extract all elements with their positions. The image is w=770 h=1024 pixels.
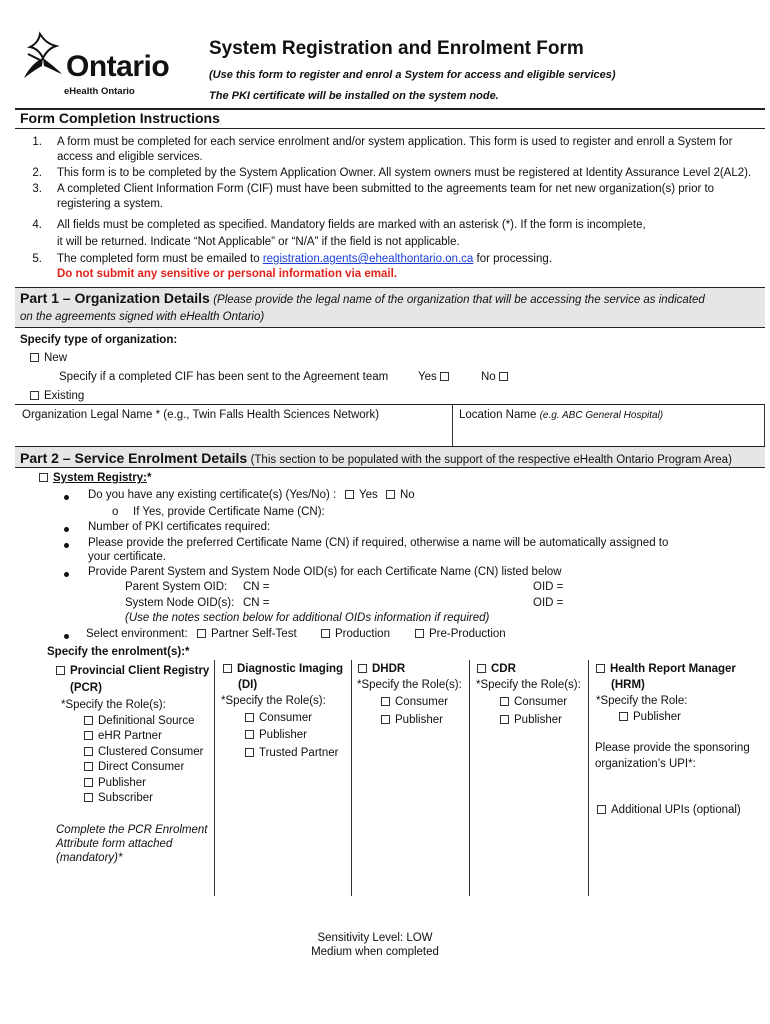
checkbox[interactable] (84, 762, 93, 771)
checkbox[interactable] (619, 712, 628, 721)
pcr-note: Attribute form attached (56, 838, 173, 850)
email-suffix: for processing. (473, 253, 552, 265)
location-name-field[interactable] (459, 409, 663, 421)
part1-note-continued: on the agreements signed with eHealth Ontario) (20, 311, 265, 323)
existing-label: Existing (44, 390, 85, 402)
cif-yes[interactable] (418, 371, 454, 383)
checkbox[interactable] (197, 629, 206, 638)
bullet (64, 543, 69, 548)
parent-oid-label: Parent System OID: (125, 581, 228, 593)
checkbox[interactable] (358, 664, 367, 673)
hrm-roles-label: *Specify the Role: (596, 695, 688, 707)
column-divider (351, 660, 352, 896)
pcr-role[interactable] (84, 715, 195, 727)
checkbox[interactable] (56, 666, 65, 675)
environment-label: Select environment: (86, 628, 188, 640)
checkbox[interactable] (30, 391, 39, 400)
system-registry-label: System Registry: (53, 472, 147, 484)
existing-cert-question: Do you have any existing certificate(s) (Yes/No) : (88, 489, 337, 501)
column-divider (588, 660, 589, 896)
bullet (64, 527, 69, 532)
list-item: This form is to be completed by the System Application Owner. All system owners must be registered at Identity Assurance Level 2(AL2). (57, 167, 752, 179)
role-label: Publisher (259, 729, 307, 741)
pcr-option[interactable] (56, 665, 209, 677)
parent-cn-field[interactable]: CN = (243, 581, 270, 593)
checkbox[interactable] (84, 778, 93, 787)
no-label: No (481, 371, 496, 383)
pcr-role[interactable] (84, 746, 203, 758)
di-roles-label: *Specify the Role(s): (221, 695, 326, 707)
list-item-continued: it will be returned. Indicate “Not Applicable” or “N/A” if the field is not applicable. (57, 236, 460, 248)
dhdr-option[interactable] (358, 663, 405, 675)
checkbox[interactable] (499, 372, 508, 381)
email-prefix: The completed form must be emailed to (57, 253, 263, 265)
hrm-upi-question: Please provide the sponsoring (595, 742, 750, 754)
hrm-title: Health Report Manager (610, 663, 736, 675)
list-number: 3. (32, 183, 42, 195)
bullet (64, 634, 69, 639)
checkbox[interactable] (477, 664, 486, 673)
dhdr-title: DHDR (372, 663, 406, 675)
node-oid-label: System Node OID(s): (125, 597, 235, 609)
org-type-new[interactable] (30, 352, 67, 364)
role-label: Consumer (259, 712, 313, 724)
hrm-upi-field[interactable]: organization’s UPI*: (595, 758, 696, 770)
role-label: Trusted Partner (259, 747, 339, 759)
parent-oid-field[interactable]: OID = (533, 581, 564, 593)
sensitivity-level: Sensitivity Level: LOW (317, 932, 433, 944)
divider (15, 404, 765, 405)
form-pki-note: The PKI certificate will be installed on the system node. (209, 90, 499, 102)
pcr-note: Complete the PCR Enrolment (56, 824, 208, 836)
list-item: All fields must be completed as specified. Mandatory fields are marked with an asterisk (*). If the form is incomplete, (57, 219, 646, 231)
pcr-role[interactable] (84, 730, 162, 742)
di-role[interactable] (245, 729, 307, 741)
role-label: Publisher (98, 777, 146, 789)
hrm-option[interactable] (596, 663, 736, 675)
role-label: Publisher (395, 714, 443, 726)
cif-no[interactable] (481, 371, 513, 383)
divider (452, 404, 453, 446)
list-number: 2. (32, 167, 42, 179)
di-role[interactable] (245, 712, 312, 724)
divider (15, 128, 765, 129)
part1-heading-line (20, 290, 705, 306)
checkbox[interactable] (596, 664, 605, 673)
cn-preference-question: Please provide the preferred Certificate Name (CN) if required, otherwise a name will be automatically assigned to (88, 537, 669, 549)
list-item-continued: registering a system. (57, 198, 164, 210)
di-role[interactable] (245, 747, 338, 759)
dhdr-roles-label: *Specify the Role(s): (357, 679, 462, 691)
ontario-logo (18, 30, 168, 102)
email-warning: Do not submit any sensitive or personal information via email. (57, 268, 397, 280)
list-item-continued: access and eligible services. (57, 151, 203, 163)
role-label: Publisher (514, 714, 562, 726)
location-label: Location Name (459, 409, 537, 421)
role-label: Consumer (514, 696, 568, 708)
checkbox[interactable] (39, 473, 48, 482)
checkbox[interactable] (345, 490, 354, 499)
existing-cert-yes[interactable] (345, 489, 378, 501)
logo-wordmark: Ontario (66, 50, 170, 83)
checkbox[interactable] (415, 629, 424, 638)
logo-subtitle: eHealth Ontario (64, 86, 135, 97)
pcr-note: (mandatory)* (56, 852, 123, 864)
role-label: Direct Consumer (98, 761, 185, 773)
yes-label: Yes (418, 371, 437, 383)
oid-question: Provide Parent System and System Node OID(s) for each Certificate Name (CN) listed below (88, 566, 562, 578)
hrm-abbrev: (HRM) (611, 679, 645, 691)
part2-heading-line (20, 450, 732, 466)
checkbox[interactable] (597, 805, 606, 814)
env-pre-production[interactable] (415, 628, 506, 640)
checkbox[interactable] (223, 664, 232, 673)
org-legal-name-field[interactable]: Organization Legal Name * (e.g., Twin Falls Health Sciences Network) (22, 409, 380, 421)
cif-question: Specify if a completed CIF has been sent to the Agreement team (59, 371, 389, 383)
pcr-roles-label: *Specify the Role(s): (61, 699, 166, 711)
role-label: Subscriber (98, 792, 153, 804)
list-number: 1. (32, 136, 42, 148)
pcr-role[interactable] (84, 792, 153, 804)
part2-note: (This section to be populated with the support of the respective eHealth Ontario Program Area) (250, 454, 732, 466)
part1-heading: Part 1 – Organization Details (20, 290, 210, 306)
hrm-role[interactable] (619, 711, 681, 723)
cdr-role[interactable] (500, 714, 562, 726)
role-label: Clustered Consumer (98, 746, 204, 758)
instructions-heading: Form Completion Instructions (20, 110, 220, 126)
part1-note: (Please provide the legal name of the organization that will be accessing the service as indicated (213, 294, 705, 306)
trillium-icon (18, 30, 68, 86)
env-partner-self-test[interactable] (197, 628, 297, 640)
required-star: * (146, 472, 152, 484)
checkbox[interactable] (245, 730, 254, 739)
list-item: A form must be completed for each service enrolment and/or system application. This form is used to register and enroll a System for (57, 136, 733, 148)
role-label: Consumer (395, 696, 449, 708)
org-type-label: Specify type of organization: (20, 334, 178, 346)
pcr-title: Provincial Client Registry (70, 665, 210, 677)
pcr-role[interactable] (84, 777, 146, 789)
system-registry-option[interactable] (39, 472, 151, 484)
sensitivity-note: Medium when completed (311, 946, 439, 958)
notes-hint: (Use the notes section below for additional OIDs information if required) (125, 612, 490, 624)
checkbox[interactable] (84, 731, 93, 740)
bullet (64, 495, 69, 500)
di-option[interactable] (223, 663, 343, 675)
list-item (57, 253, 552, 265)
cdr-option[interactable] (477, 663, 516, 675)
di-abbrev: (DI) (238, 679, 258, 691)
checkbox[interactable] (245, 748, 254, 757)
list-number: 4. (32, 219, 42, 231)
no-label: No (400, 489, 415, 501)
yes-label: Yes (359, 489, 378, 501)
node-cn-field[interactable]: CN = (243, 597, 270, 609)
sub-bullet: o (112, 506, 119, 518)
pcr-role[interactable] (84, 761, 184, 773)
checkbox[interactable] (245, 713, 254, 722)
form-subtitle: (Use this form to register and enrol a System for access and eligible services) (209, 69, 616, 81)
checkbox[interactable] (321, 629, 330, 638)
checkbox[interactable] (30, 353, 39, 362)
checkbox[interactable] (84, 793, 93, 802)
list-number: 5. (32, 253, 42, 265)
node-oid-field[interactable]: OID = (533, 597, 564, 609)
additional-upis-label: Additional UPIs (optional) (611, 804, 741, 816)
checkbox[interactable] (381, 697, 390, 706)
bullet (64, 572, 69, 577)
role-label: Publisher (633, 711, 681, 723)
column-divider (214, 660, 215, 896)
role-label: Definitional Source (98, 715, 195, 727)
column-divider (469, 660, 470, 896)
role-label: eHR Partner (98, 730, 162, 742)
checkbox[interactable] (500, 715, 509, 724)
cdr-roles-label: *Specify the Role(s): (476, 679, 581, 691)
di-title: Diagnostic Imaging (237, 663, 344, 675)
existing-cert-no[interactable] (386, 489, 415, 501)
org-type-existing[interactable] (30, 390, 84, 402)
env-option-label: Pre-Production (429, 628, 506, 640)
checkbox[interactable] (386, 490, 395, 499)
cdr-title: CDR (491, 663, 516, 675)
checkbox[interactable] (440, 372, 449, 381)
location-hint: (e.g. ABC General Hospital) (539, 410, 664, 421)
form-title: System Registration and Enrolment Form (209, 38, 584, 59)
enrolment-label: Specify the enrolment(s):* (47, 646, 190, 658)
pcr-abbrev: (PCR) (70, 682, 102, 694)
part2-heading: Part 2 – Service Enrolment Details (20, 450, 248, 466)
checkbox[interactable] (500, 697, 509, 706)
new-label: New (44, 352, 68, 364)
email-link[interactable]: registration.agents@ehealthontario.on.ca (262, 253, 474, 265)
checkbox[interactable] (381, 715, 390, 724)
cdr-role[interactable] (500, 696, 567, 708)
env-option-label: Partner Self-Test (211, 628, 297, 640)
cn-preference-continued: your certificate. (88, 551, 166, 563)
checkbox[interactable] (84, 747, 93, 756)
checkbox[interactable] (84, 716, 93, 725)
list-item: A completed Client Information Form (CIF) must have been submitted to the agreements team for net new organization(s) prior to (57, 183, 715, 195)
num-certs-question: Number of PKI certificates required: (88, 521, 271, 533)
hrm-additional-upis[interactable] (597, 804, 741, 816)
cert-name-question: If Yes, provide Certificate Name (CN): (133, 506, 325, 518)
env-option-label: Production (335, 628, 390, 640)
dhdr-role[interactable] (381, 696, 448, 708)
divider (764, 404, 765, 446)
env-production[interactable] (321, 628, 390, 640)
dhdr-role[interactable] (381, 714, 443, 726)
